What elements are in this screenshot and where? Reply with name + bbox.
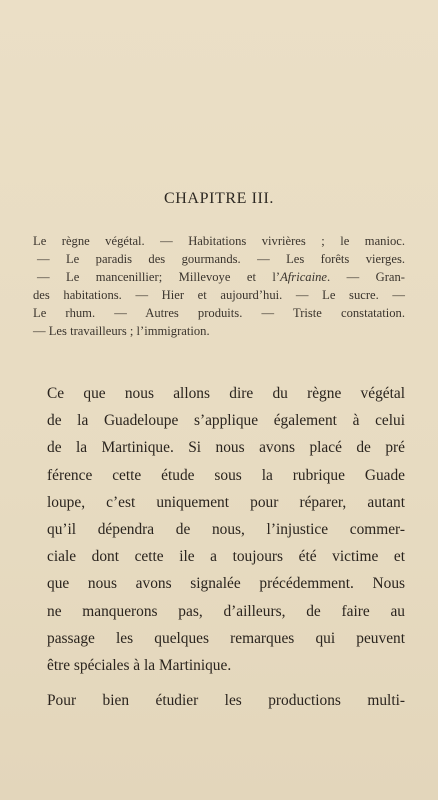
text-line: ne manquerons pas, d’ailleurs, de faire au: [47, 602, 405, 620]
text-line: Pour bien étudier les productions multi-: [47, 692, 405, 710]
summary-line: — Les travailleurs ; l’immigration.: [33, 324, 210, 338]
summary-italic-title: Africaine: [280, 270, 327, 284]
text-line: de la Martinique. Si nous avons placé de pré: [47, 439, 405, 457]
chapter-title: CHAPITRE III.: [163, 190, 274, 207]
chapter-summary: [33, 232, 405, 340]
text-line: Ce que nous allons dire du règne végétal: [47, 385, 405, 402]
text-line: loupe, c’est uniquement pour réparer, autant: [47, 493, 405, 511]
summary-line: — Le paradis des gourmands. — Les forêts vierges.: [37, 252, 405, 266]
paragraph: [47, 687, 405, 714]
text-line: être spéciales à la Martinique.: [47, 657, 232, 675]
text-line: de la Guadeloupe s’applique également à celui: [47, 412, 405, 430]
text-line: férence cette étude sous la rubrique Guade: [47, 466, 405, 484]
summary-line: des habitations. — Hier et aujourd’hui. — Le sucre. —: [33, 288, 405, 302]
text-line: passage les quelques remarques qui peuvent: [47, 629, 405, 647]
text-line: qu’il dépendra de nous, l’injustice commer-: [47, 521, 405, 539]
paragraph: [47, 380, 405, 679]
summary-line: Le règne végétal. — Habitations vivrières ; le manioc.: [33, 234, 405, 248]
text-line: que nous avons signalée précédemment. Nous: [47, 575, 405, 593]
summary-line: — Le mancenillier; Millevoye et l’Africaine. — Gran-: [37, 270, 405, 284]
text-line: ciale dont cette ile a toujours été victime et: [47, 548, 405, 566]
summary-line: Le rhum. — Autres produits. — Triste constatation.: [33, 306, 405, 320]
body-text: [47, 380, 405, 714]
